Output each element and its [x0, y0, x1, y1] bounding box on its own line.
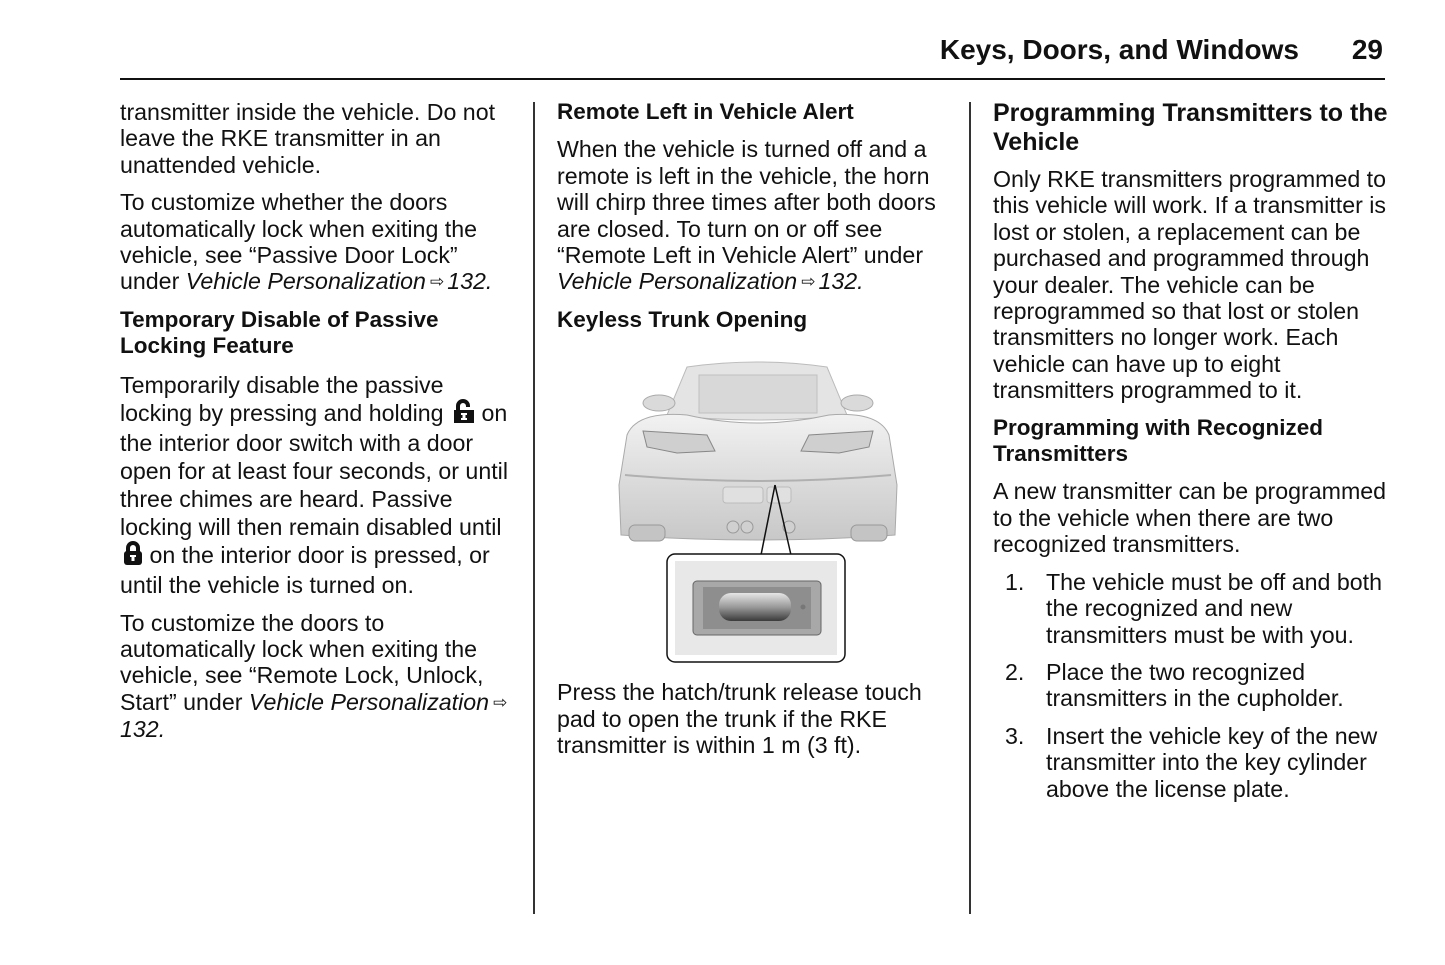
unlock-icon [453, 399, 475, 429]
paragraph: Press the hatch/trunk release touch pad to open the trunk if the RKE transmitter is within 1 m (3 ft). [557, 679, 922, 759]
paragraph: When the vehicle is turned off and a remote is left in the vehicle, the horn will chirp three times after both doors are closed. To turn on or off see “Remote Left in Vehicle Alert” under Vehicle Personalization ⇨ 132. [557, 136, 936, 295]
section-heading: Keyless Trunk Opening [557, 306, 808, 332]
xref-page[interactable]: 132 [818, 268, 858, 295]
paragraph: To customize the doors to automatically lock when exiting the vehicle, see “Remote Lock, Unlock, Start” under Vehicle Personalization ⇨132. [120, 609, 508, 743]
column-1 [120, 99, 520, 754]
xref-link[interactable]: Vehicle Personalization [557, 268, 798, 295]
paragraph: transmitter inside the vehicle. Do not leave the RKE transmitter in an unattended vehicle. [120, 99, 496, 178]
column-divider [533, 102, 535, 914]
section-title: Keys, Doors, and Windows [939, 34, 1299, 65]
xref-link[interactable]: Vehicle Personalization [185, 268, 426, 295]
trunk-release-figure [607, 355, 907, 665]
list-item: 1. The vehicle must be off and both the recognized and new transmitters must be with you. [1005, 568, 1383, 648]
paragraph-text: To customize the doors to automatically lock when exiting the vehicle, see “Remote Lock, Unlock, Start” under [120, 609, 484, 715]
xref-arrow-icon: ⇨ [429, 272, 445, 292]
paragraph [120, 371, 520, 599]
section-heading: Temporary Disable of Passive Locking Feature [120, 306, 439, 359]
paragraph: To customize whether the doors automatically lock when exiting the vehicle, see “Passive Door Lock” under Vehicle Personalization ⇨ 132. [120, 189, 493, 295]
steps-list [993, 569, 1393, 802]
xref-page[interactable]: 132 [447, 268, 486, 295]
lock-icon [123, 541, 143, 571]
paragraph: A new transmitter can be programmed to the vehicle when there are two recognized transmitters. [993, 478, 1387, 558]
xref-arrow-icon: ⇨ [801, 272, 816, 292]
xref-page[interactable]: 132 [120, 716, 159, 743]
section-heading: Programming Transmitters to the Vehicle [993, 99, 1388, 156]
column-3 [993, 99, 1393, 813]
section-heading: Remote Left in Vehicle Alert [557, 99, 854, 124]
column-2 [557, 99, 957, 769]
xref-arrow-icon: ⇨ [493, 692, 508, 712]
xref-link[interactable]: Vehicle Personalization [248, 688, 490, 715]
paragraph-text: Temporarily disable the passive locking by pressing and holding [120, 371, 444, 426]
page-header [120, 30, 1385, 80]
paragraph-text: When the vehicle is turned off and a remote is left in the vehicle, the horn will chirp three times after both doors are closed. To turn on or off see “Remote Left in Vehicle Alert” under [557, 136, 936, 269]
page-number: 29 [1351, 34, 1383, 65]
paragraph-text: on the interior door is pressed, or until the vehicle is turned on. [120, 541, 490, 598]
paragraph: Only RKE transmitters programmed to this vehicle will work. If a transmitter is lost or stolen, a replacement can be purchased and programmed through your dealer. The vehicle can be reprogrammed so that lost or stolen transmitters no longer work. Each vehicle can have up to eight transmitters programmed to it. [993, 166, 1387, 404]
paragraph-text: To customize whether the doors automatically lock when exiting the vehicle, see “Passive Door Lock” under [120, 189, 478, 295]
paragraph-text: on the interior door switch with a door open for at least four seconds, or until three chimes are heard. Passive locking will then remain disabled until [120, 399, 508, 540]
vehicle-rear-illustration [607, 355, 907, 665]
list-item: 3. Insert the vehicle key of the new transmitter into the key cylinder above the license plate. [1005, 722, 1378, 802]
subsection-heading: Programming with Recognized Transmitters [993, 414, 1324, 467]
column-divider [969, 102, 971, 914]
list-item: 2. Place the two recognized transmitters in the cupholder. [1005, 658, 1344, 712]
